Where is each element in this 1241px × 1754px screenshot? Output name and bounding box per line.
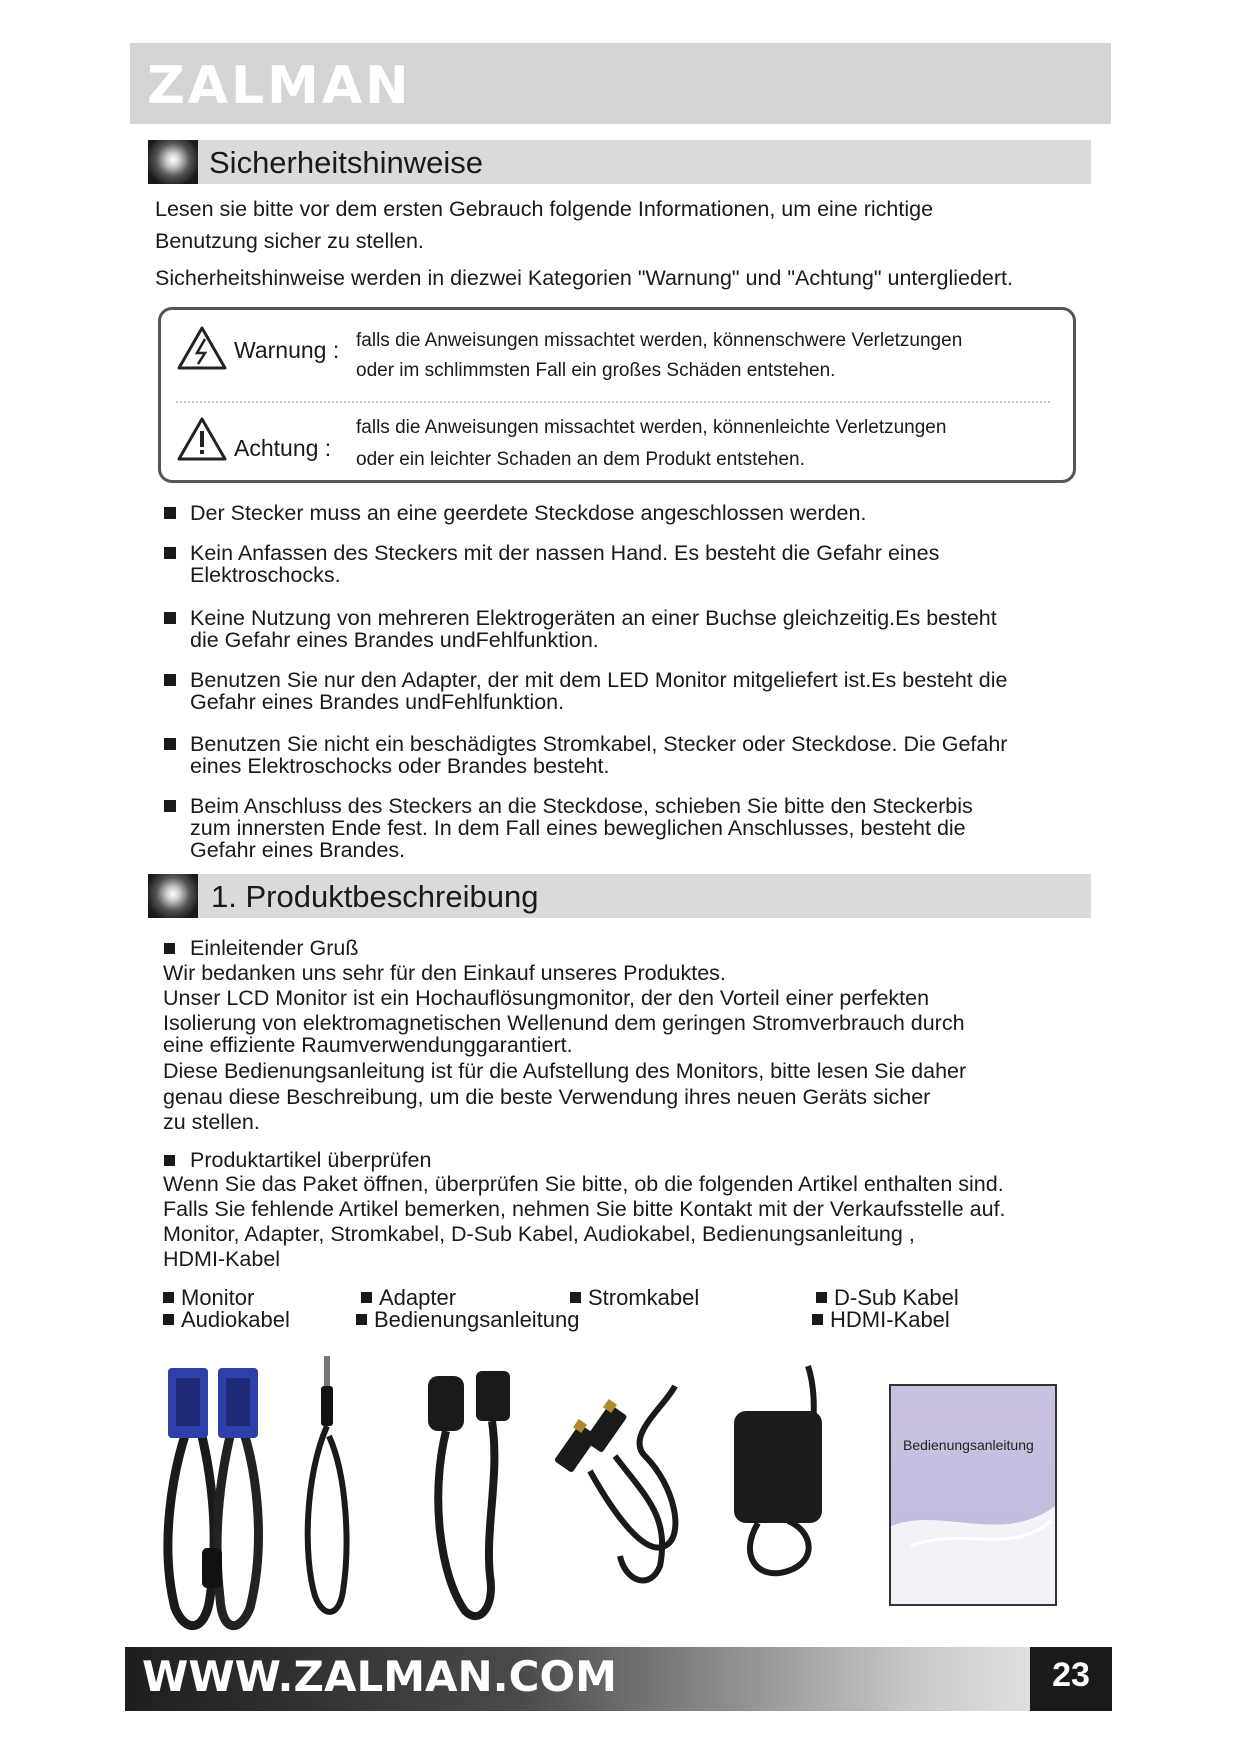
greeting-line-5: Diese Bedienungsanleitung ist für die Aufstellung des Monitors, bitte lesen Sie daher: [163, 1059, 967, 1083]
bullet-marker: [164, 612, 176, 624]
contents-item-dsub: D-Sub Kabel: [816, 1285, 959, 1311]
greeting-line-7: zu stellen.: [163, 1110, 260, 1134]
contents-item-stromkabel: Stromkabel: [570, 1285, 699, 1311]
safety-intro-line1: Lesen sie bitte vor dem ersten Gebrauch folgende Informationen, um eine richtige: [155, 197, 934, 221]
bullet-marker: [164, 800, 176, 812]
safety-intro-line2: Benutzung sicher zu stellen.: [155, 229, 424, 253]
safety-bullet-2-line1: Kein Anfassen des Steckers mit der nassen Hand. Es besteht die Gefahr eines: [190, 541, 940, 565]
safety-bullet-3-line2: die Gefahr eines Brandes undFehlfunktion.: [190, 628, 599, 652]
safety-bullet-5-line1: Benutzen Sie nicht ein beschädigtes Stromkabel, Stecker oder Steckdose. Die Gefahr: [190, 732, 1008, 756]
greeting-line-6: genau diese Beschreibung, um die beste Verwendung ihres neuen Geräts sicher: [163, 1085, 931, 1109]
hdmi-cable-image: [555, 1376, 685, 1596]
safety-bullet-4-line1: Benutzen Sie nur den Adapter, der mit dem LED Monitor mitgeliefert ist.Es besteht die: [190, 668, 1008, 692]
bullet-marker: [164, 1155, 175, 1166]
bullet-marker: [164, 943, 175, 954]
electric-warning-icon: [176, 325, 228, 371]
safety-bullet-6-line2: zum innersten Ende fest. In dem Fall eines beweglichen Anschlusses, besteht die: [190, 816, 966, 840]
safety-bullet-1: Der Stecker muss an eine geerdete Steckdose angeschlossen werden.: [190, 501, 867, 525]
user-manual-image: [889, 1384, 1057, 1606]
section-bullet-icon: [148, 140, 198, 184]
contents-item-adapter: Adapter: [361, 1285, 456, 1311]
check-line-2: Falls Sie fehlende Artikel bemerken, nehmen Sie bitte Kontakt mit der Verkaufsstelle auf.: [163, 1197, 1006, 1221]
page-number: 23: [1052, 1656, 1090, 1694]
check-line-3: Monitor, Adapter, Stromkabel, D-Sub Kabel, Audiokabel, Bedienungsanleitung ,: [163, 1222, 915, 1246]
contents-item-audiokabel: Audiokabel: [163, 1307, 290, 1333]
zalman-logo: ZALMAN: [147, 56, 412, 116]
greeting-line-2: Unser LCD Monitor ist ein Hochauflösungmonitor, der den Vorteil einer perfekten: [163, 986, 930, 1010]
contents-item-monitor: Monitor: [163, 1285, 254, 1311]
warning-text-line2: oder im schlimmsten Fall ein großes Schäden entstehen.: [356, 360, 836, 381]
safety-intro-line3: Sicherheitshinweise werden in diezwei Kategorien "Warnung" und "Achtung" untergliedert.: [155, 266, 1013, 290]
check-heading: Produktartikel überprüfen: [190, 1148, 432, 1172]
safety-bullet-4-line2: Gefahr eines Brandes undFehlfunktion.: [190, 690, 565, 714]
caution-text-line2: oder ein leichter Schaden an dem Produkt entstehen.: [356, 449, 805, 470]
bullet-marker: [164, 738, 176, 750]
footer-url: WWW.ZALMAN.COM: [142, 1652, 617, 1701]
safety-bullet-5-line2: eines Elektroschocks oder Brandes besteht.: [190, 754, 610, 778]
audio-cable-image: [295, 1356, 365, 1621]
greeting-line-4: eine effiziente Raumverwendunggarantiert.: [163, 1033, 573, 1057]
warning-label: Warnung :: [234, 337, 340, 363]
manual-cover-label: Bedienungsanleitung: [903, 1437, 1034, 1453]
caution-label: Achtung :: [234, 435, 332, 461]
bullet-marker: [164, 547, 176, 559]
check-line-1: Wenn Sie das Paket öffnen, überprüfen Sie bitte, ob die folgenden Artikel enthalten sind.: [163, 1172, 1004, 1196]
safety-title: Sicherheitshinweise: [209, 145, 483, 180]
safety-bullet-6-line1: Beim Anschluss des Steckers an die Steckdose, schieben Sie bitte den Steckerbis: [190, 794, 973, 818]
bullet-marker: [164, 507, 176, 519]
bullet-marker: [164, 674, 176, 686]
section-bullet-icon: [148, 874, 198, 918]
power-adapter-image: [728, 1356, 838, 1586]
power-cable-image: [420, 1356, 520, 1626]
contents-item-manual: Bedienungsanleitung: [356, 1307, 580, 1333]
product-title: 1. Produktbeschreibung: [211, 879, 539, 914]
caution-text-line1: falls die Anweisungen missachtet werden, könnenleichte Verletzungen: [356, 417, 947, 438]
greeting-line-3: Isolierung von elektromagnetischen Wellenund dem geringen Stromverbrauch durch: [163, 1011, 965, 1035]
dsub-cable-image: [150, 1348, 280, 1638]
greeting-heading: Einleitender Gruß: [190, 936, 359, 960]
contents-item-hdmi: HDMI-Kabel: [812, 1307, 950, 1333]
safety-bullet-2-line2: Elektroschocks.: [190, 563, 341, 587]
safety-bullet-6-line3: Gefahr eines Brandes.: [190, 838, 406, 862]
safety-bullet-3-line1: Keine Nutzung von mehreren Elektrogeräten an einer Buchse gleichzeitig.Es besteht: [190, 606, 997, 630]
warning-divider: [176, 401, 1050, 403]
check-line-4: HDMI-Kabel: [163, 1247, 281, 1271]
greeting-line-1: Wir bedanken uns sehr für den Einkauf unseres Produktes.: [163, 961, 726, 985]
caution-icon: [176, 416, 228, 462]
warning-text-line1: falls die Anweisungen missachtet werden, könnenschwere Verletzungen: [356, 330, 963, 351]
